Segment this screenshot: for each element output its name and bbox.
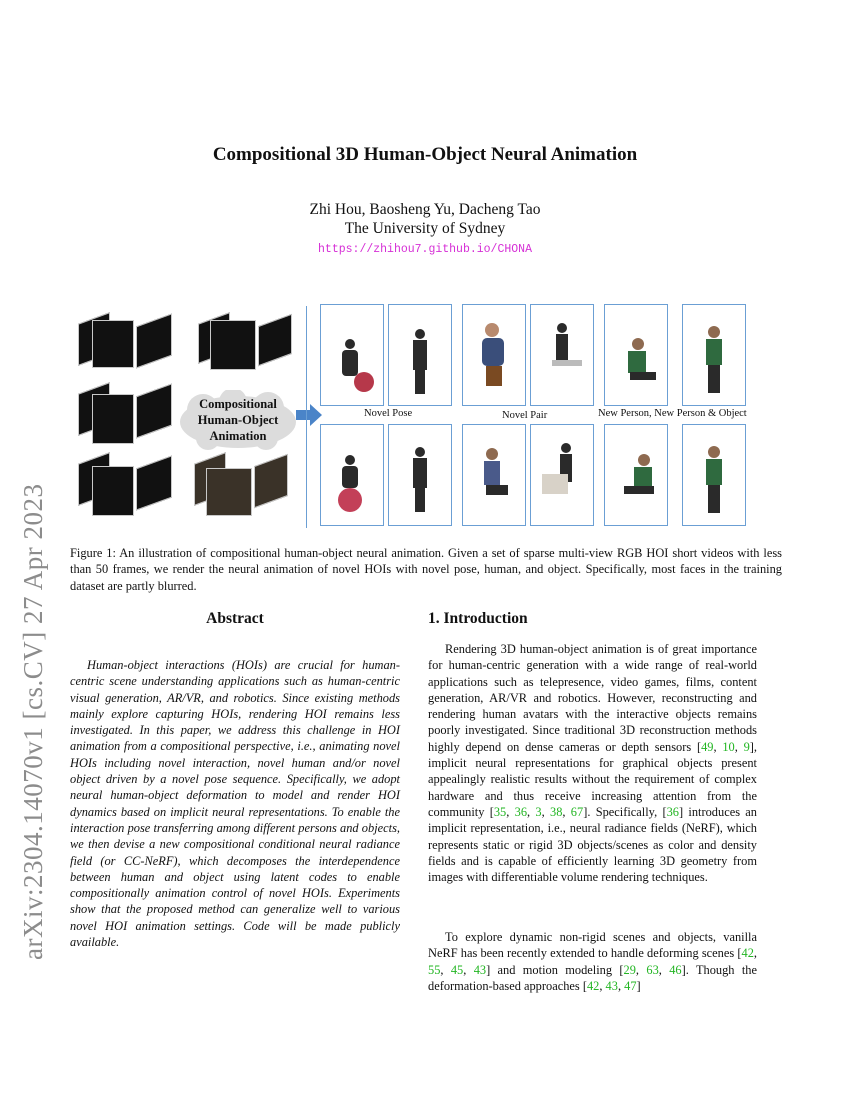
figure-caption: Figure 1: An illustration of compositional human-object neural animation. Given a set of sparse multi-view RGB HOI short videos with less than 50 frames, we render the neural animation of novel HOIs with novel pose, human, and object. Specifically, most faces in the training dataset are partly blurred. (70, 546, 782, 593)
citation-link[interactable]: 35 (493, 804, 507, 819)
figure-1 (70, 298, 760, 530)
arxiv-stamp: arXiv:2304.14070v1 [cs.CV] 27 Apr 2023 (18, 483, 48, 960)
citation-link[interactable]: 67 (570, 804, 584, 819)
figure-label-new-person: New Person, New Person & Object (598, 408, 747, 419)
citation-link[interactable]: 43 (605, 978, 618, 993)
citation-link[interactable]: 36 (666, 804, 679, 819)
paper-title: Compositional 3D Human-Object Neural Animation (212, 144, 638, 165)
citation-link[interactable]: 63 (646, 962, 659, 977)
figure-label-novel-pair: Novel Pair (502, 410, 548, 421)
intro-heading: 1. Introduction (428, 610, 528, 627)
citation-link[interactable]: 10 (722, 739, 735, 754)
intro-paragraph-2: To explore dynamic non-rigid scenes and objects, vanilla NeRF has been recently extended to handle deforming scenes [42, 55, 45, 43] and motion modeling [29, 63, 46]. Though the deformation-based approaches [42, 43, 47] (428, 930, 757, 993)
abstract-heading: Abstract (206, 610, 264, 627)
figure-divider (306, 306, 307, 528)
citation-link[interactable]: 29 (623, 962, 636, 977)
citation-link[interactable]: 42 (586, 978, 600, 993)
citation-link[interactable]: 42 (741, 946, 754, 961)
arrow-right-icon (296, 404, 322, 426)
cloud-label: Compositional Human-Object Animation (197, 397, 279, 443)
abstract-body: Human-object interactions (HOIs) are crucial for human-centric scene understanding applications such as human-centric visual generation, AR/VR, and robotics. Since existing methods mainly explore capturing HOIs, rendering HOI remains less investigated. In this paper, we address this challenge in HOI animation from a compositional perspective, i.e., animating novel HOIs including novel interaction, novel human and/or novel object driven by a novel pose sequence. Specifically, we adopt neural human-object deformation to model and render HOI dynamics based on implicit neural representations. To enable the interaction pose transferring among different persons and objects, we then devise a new compositional conditional neural radiance field (or CC-NeRF), which decomposes the interdependence between human and object using latent codes to enable compositionally animation control of novel HOIs. Experiments show that the proposed method can generalize well to various novel HOI animation settings. Code will be made publicly available. (70, 658, 400, 950)
citation-link[interactable]: 49 (701, 739, 714, 754)
citation-link[interactable]: 36 (514, 804, 528, 819)
citation-link[interactable]: 43 (473, 962, 487, 977)
citation-link[interactable]: 9 (743, 739, 750, 754)
citation-link[interactable]: 47 (624, 978, 637, 993)
citation-link[interactable]: 55 (428, 962, 441, 977)
citation-link[interactable]: 45 (450, 962, 464, 977)
intro-paragraph-1: Rendering 3D human-object animation is of great importance for human-centric generation with a wide range of real-world applications such as telepresence, video games, films, content generation, AR/VR and robotics. However, reconstructing and rendering human avatars with the interactive objects remains poorly investigated. Since traditional 3D reconstruction methods highly depend on dense cameras or depth sensors [49, 10, 9], implicit neural representations for graphical objects present appealingly realistic results without the requirement of complex hardware and thus receive increasing attention from the community [35, 36, 3, 38, 67]. Specifically, [36] introduces an implicit representation, i.e., neural radiance fields (NeRF), which represents static or rigid 3D objects/scenes as color and density fields and is capable of efficiently learning 3D geometry from images with differentiable volume rendering techniques. (428, 642, 758, 885)
project-url-link[interactable]: https://zhihou7.github.io/CHONA (318, 243, 532, 256)
citation-link[interactable]: 38 (550, 804, 563, 819)
paper-affiliation: The University of Sydney (344, 220, 506, 237)
citation-link[interactable]: 3 (535, 804, 542, 819)
paper-authors: Zhi Hou, Baosheng Yu, Dacheng Tao (309, 201, 541, 218)
figure-label-novel-pose: Novel Pose (364, 408, 413, 419)
citation-link[interactable]: 46 (669, 962, 682, 977)
